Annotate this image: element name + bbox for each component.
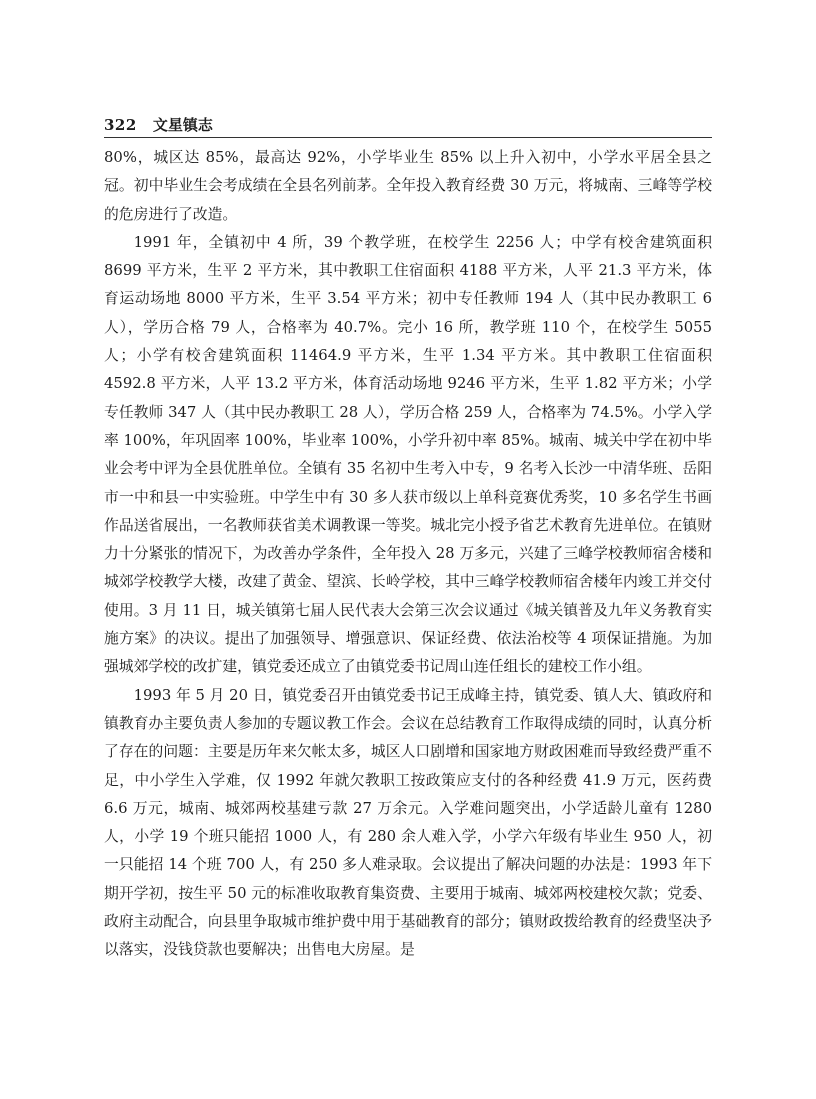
paragraph-1991: 1991 年，全镇初中 4 所，39 个教学班，在校学生 2256 人；中学有校舍建筑面积 8699 平方米，生平 2 平方米，其中教职工住宿面积 4188 平方米，人平 21.3 平方米，体育运动场地 8000 平方米，生平 3.54 平方米；初中专任教师 194 人（其中民办教职工 6 人），学历合格 79 人，合格率为 40.7%。完小 16 所，教学班 110 个，在校学生 5055 人；小学有校舍建筑面积 11464.9 平方米，生平 1.34 平方米。其中教职工住宿面积 4592.8 平方米，人平 13.2 平方米，体育活动场地 9246 平方米，生平 1.82 平方米；小学专任教师 347 人（其中民办教职工 28 人），学历合格 259 人，合格率为 74.5%。小学入学率 100%，年巩固率 100%，毕业率 100%，小学升初中率 85%。城南、城关中学在初中毕业会考中评为全县优胜单位。全镇有 35 名初中生考入中专，9 名考入长沙一中清华班、岳阳市一中和县一中实验班。中学生中有 30 多人获市级以上单科竞赛优秀奖，10 多名学生书画作品送省展出，一名教师获省美术调教课一等奖。城北完小授予省艺术教育先进单位。在镇财力十分紧张的情况下，为改善办学条件，全年投入 28 万多元，兴建了三峰学校教师宿舍楼和城郊学校教学大楼，改建了黄金、望滨、长岭学校，其中三峰学校教师宿舍楼年内竣工并交付使用。3 月 11 日，城关镇第七届人民代表大会第三次会议通过《城关镇普及九年义务教育实施方案》的决议。提出了加强领导、增强意识、保证经费、依法治校等 4 项保证措施。为加强城郊学校的改扩建，镇党委还成立了由镇党委书记周山连任组长的建校工作小组。 bbox=[104, 233, 712, 676]
paragraph-1993: 1993 年 5 月 20 日，镇党委召开由镇党委书记王成峰主持，镇党委、镇人大、镇政府和镇教育办主要负责人参加的专题议教工作会。会议在总结教育工作取得成绩的同时，认真分析了存在的问题：主要是历年来欠帐太多，城区人口剧增和国家地方财政困难而导致经费严重不足，中小学生入学难，仅 1992 年就欠教职工按政策应支付的各种经费 41.9 万元，医药费 6.6 万元，城南、城郊两校基建亏款 27 万余元。入学难问题突出，小学适龄儿童有 1280 人，小学 19 个班只能招 1000 人，有 280 余人难入学，小学六年级有毕业生 950 人，初一只能招 14 个班 700 人，有 250 多人难录取。会议提出了解决问题的办法是：1993 年下期开学初，按生平 50 元的标准收取教育集资费、主要用于城南、城郊两校建校欠款；党委、政府主动配合，向县里争取城市维护费中用于基础教育的部分；镇财政拨给教育的经费坚决予以落实，没钱贷款也要解决；出售电大房屋。是 bbox=[104, 686, 712, 959]
page-number: 322 bbox=[104, 116, 137, 134]
book-page bbox=[104, 114, 712, 965]
book-title: 文星镇志 bbox=[152, 116, 213, 134]
paragraph-continuation: 80%，城区达 85%，最高达 92%，小学毕业生 85% 以上升入初中，小学水平居全县之冠。初中毕业生会考成绩在全县名列前茅。全年投入教育经费 30 万元，将城南、三峰等学校的危房进行了改造。 bbox=[104, 149, 712, 223]
page-header bbox=[104, 114, 712, 138]
body-text bbox=[104, 144, 712, 965]
